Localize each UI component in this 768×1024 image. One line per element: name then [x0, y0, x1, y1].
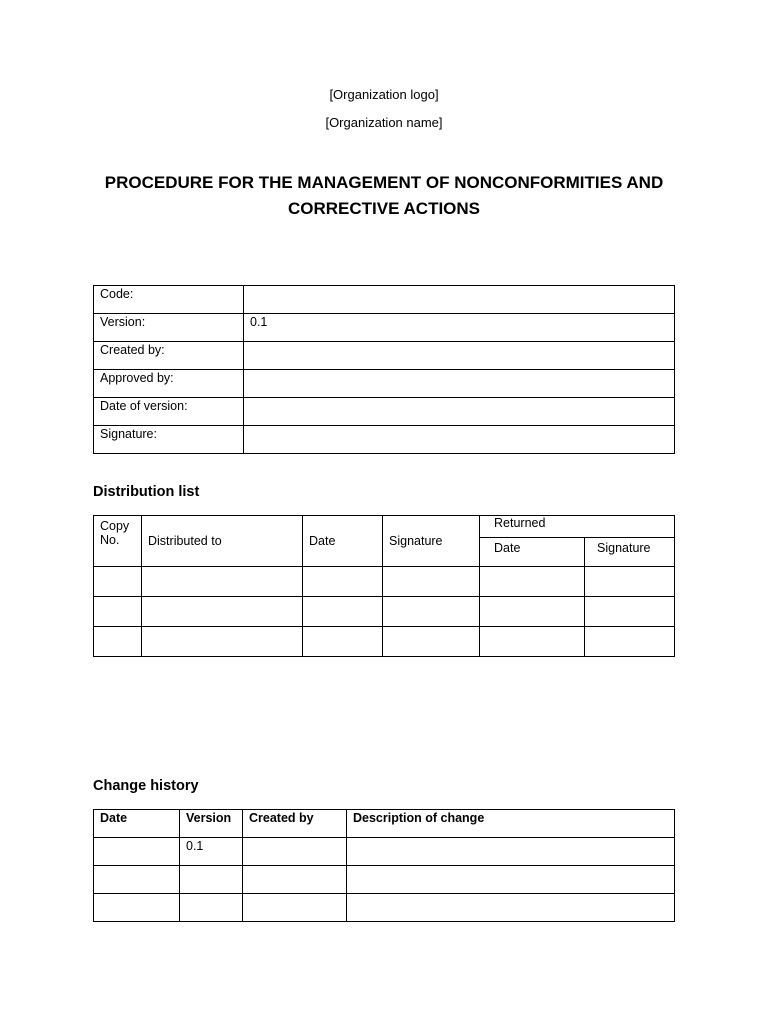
- header-returned-date: Date: [480, 538, 585, 567]
- table-cell: [585, 627, 675, 657]
- header-distributed-to: Distributed to: [142, 516, 303, 567]
- table-cell: [383, 627, 480, 657]
- header-version: Version: [180, 810, 243, 838]
- table-row: [94, 567, 675, 597]
- change-history-table: [93, 809, 675, 922]
- table-cell: [383, 597, 480, 627]
- distribution-list-table: [93, 515, 675, 657]
- table-cell: [303, 627, 383, 657]
- meta-row-created-by: [94, 342, 675, 370]
- meta-row-date-of-version: [94, 398, 675, 426]
- table-row: [94, 838, 675, 866]
- meta-value: [244, 426, 675, 454]
- table-cell: [243, 894, 347, 922]
- table-cell: [142, 567, 303, 597]
- meta-value: [244, 370, 675, 398]
- header-date: Date: [303, 516, 383, 567]
- distribution-list-heading: Distribution list: [93, 484, 200, 500]
- meta-value: [244, 342, 675, 370]
- change-history-heading: Change history: [93, 778, 199, 794]
- meta-row-approved-by: [94, 370, 675, 398]
- header-created-by: Created by: [243, 810, 347, 838]
- meta-label: Code:: [94, 286, 244, 314]
- table-cell: [180, 866, 243, 894]
- table-cell: [94, 866, 180, 894]
- distribution-header-row: [94, 516, 675, 538]
- meta-label: Approved by:: [94, 370, 244, 398]
- meta-value: [244, 398, 675, 426]
- header-description-of-change: Description of change: [347, 810, 675, 838]
- header-copy-no: Copy No.: [94, 516, 142, 567]
- table-cell: [347, 866, 675, 894]
- organization-name-placeholder: [Organization name]: [325, 115, 443, 130]
- meta-label: Created by:: [94, 342, 244, 370]
- table-cell: [94, 567, 142, 597]
- table-cell: [480, 567, 585, 597]
- header-date: Date: [94, 810, 180, 838]
- meta-row-signature: [94, 426, 675, 454]
- meta-value: [244, 286, 675, 314]
- meta-row-code: [94, 286, 675, 314]
- header-returned: Returned: [480, 516, 675, 538]
- table-row: [94, 866, 675, 894]
- header-returned-signature: Signature: [585, 538, 675, 567]
- table-cell: [480, 627, 585, 657]
- table-cell: [480, 597, 585, 627]
- table-cell: [243, 838, 347, 866]
- table-cell: [94, 627, 142, 657]
- table-row: [94, 597, 675, 627]
- meta-value: 0.1: [244, 314, 675, 342]
- header-signature: Signature: [383, 516, 480, 567]
- table-cell: [243, 866, 347, 894]
- document-metadata-table: [93, 285, 675, 454]
- table-row: [94, 894, 675, 922]
- meta-label: Date of version:: [94, 398, 244, 426]
- table-cell: [94, 894, 180, 922]
- table-cell: 0.1: [180, 838, 243, 866]
- table-row: [94, 627, 675, 657]
- history-header-row: [94, 810, 675, 838]
- table-cell: [347, 894, 675, 922]
- table-cell: [303, 567, 383, 597]
- table-cell: [94, 597, 142, 627]
- table-cell: [585, 567, 675, 597]
- table-cell: [303, 597, 383, 627]
- table-cell: [94, 838, 180, 866]
- table-cell: [383, 567, 480, 597]
- document-title: PROCEDURE FOR THE MANAGEMENT OF NONCONFORMITIES AND CORRECTIVE ACTIONS: [104, 173, 664, 218]
- table-cell: [142, 627, 303, 657]
- table-cell: [585, 597, 675, 627]
- table-cell: [142, 597, 303, 627]
- meta-row-version: [94, 314, 675, 342]
- table-cell: [347, 838, 675, 866]
- table-cell: [180, 894, 243, 922]
- organization-logo-placeholder: [Organization logo]: [329, 87, 439, 102]
- meta-label: Signature:: [94, 426, 244, 454]
- meta-label: Version:: [94, 314, 244, 342]
